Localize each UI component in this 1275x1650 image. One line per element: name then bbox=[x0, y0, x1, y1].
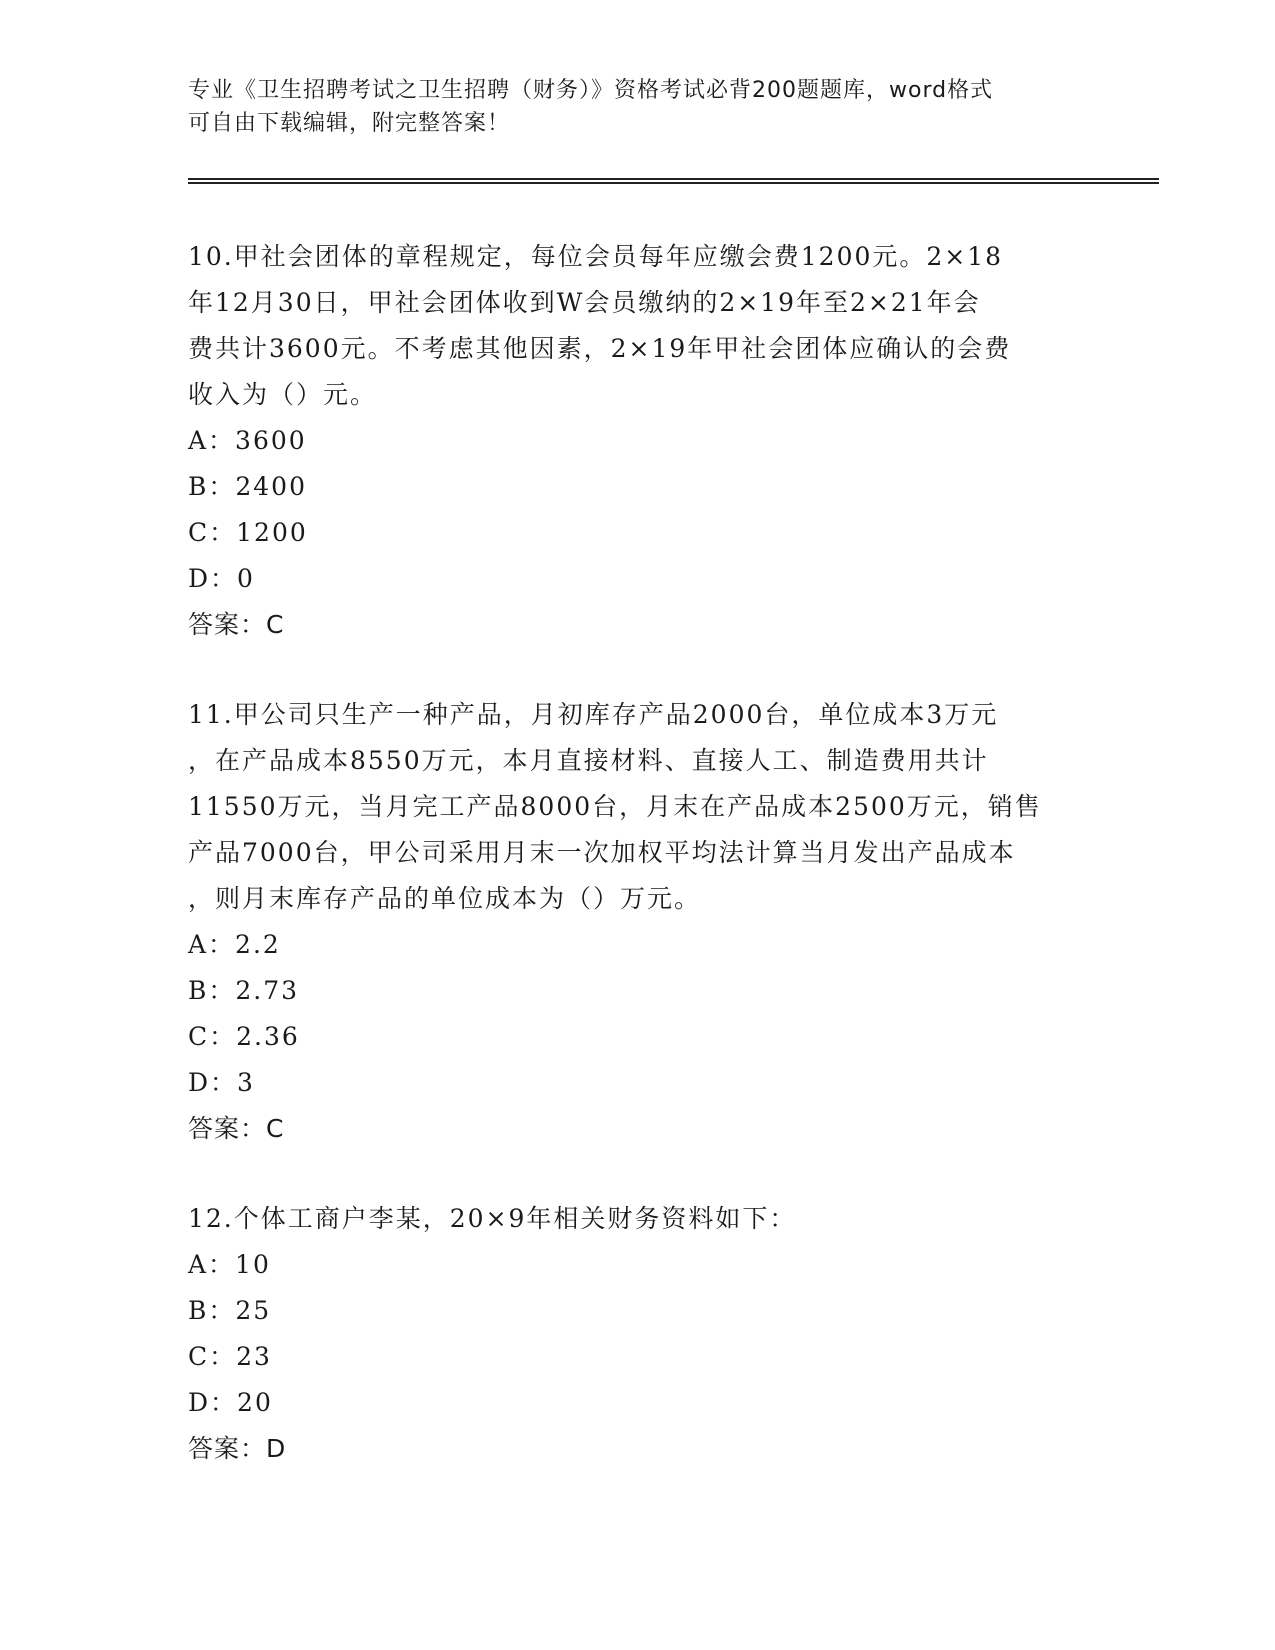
answer-line: 答案：C bbox=[188, 610, 285, 639]
question-stem-line: 产品7000台，甲公司采用月末一次加权平均法计算当月发出产品成本 bbox=[188, 838, 1016, 867]
question-10 bbox=[188, 234, 1078, 648]
question-stem-line: 11550万元，当月完工产品8000台，月末在产品成本2500万元，销售 bbox=[188, 792, 1042, 821]
option-d: D：0 bbox=[188, 564, 255, 593]
header-line-2: 可自由下载编辑，附完整答案！ bbox=[188, 111, 511, 136]
question-stem-line: 10.甲社会团体的章程规定，每位会员每年应缴会费1200元。2×18 bbox=[188, 242, 1004, 271]
question-stem-line: 12.个体工商户李某，20×9年相关财务资料如下： bbox=[188, 1204, 797, 1233]
question-12 bbox=[188, 1196, 1078, 1472]
question-11 bbox=[188, 692, 1078, 1152]
question-stem-line: ，在产品成本8550万元，本月直接材料、直接人工、制造费用共计 bbox=[188, 746, 989, 775]
option-c: C：2.36 bbox=[188, 1022, 300, 1051]
answer-line: 答案：C bbox=[188, 1114, 285, 1143]
document-header bbox=[188, 74, 1088, 140]
answer-line: 答案：D bbox=[188, 1434, 287, 1463]
question-stem-line: 收入为（）元。 bbox=[188, 380, 378, 409]
option-a: A：10 bbox=[188, 1250, 271, 1279]
question-stem-line: 年12月30日，甲社会团体收到W会员缴纳的2×19年至2×21年会 bbox=[188, 288, 981, 317]
question-stem-line: 费共计3600元。不考虑其他因素，2×19年甲社会团体应确认的会费 bbox=[188, 334, 1012, 363]
option-b: B：2.73 bbox=[188, 976, 300, 1005]
question-stem-line: 11.甲公司只生产一种产品，月初库存产品2000台，单位成本3万元 bbox=[188, 700, 999, 729]
header-line-1: 专业《卫生招聘考试之卫生招聘（财务）》资格考试必背200题题库，word格式 bbox=[188, 78, 994, 103]
option-c: C：23 bbox=[188, 1342, 272, 1371]
option-d: D：3 bbox=[188, 1068, 255, 1097]
option-c: C：1200 bbox=[188, 518, 308, 547]
option-a: A：2.2 bbox=[188, 930, 281, 959]
header-divider bbox=[188, 178, 1159, 184]
option-b: B：2400 bbox=[188, 472, 307, 501]
option-d: D：20 bbox=[188, 1388, 273, 1417]
question-stem-line: ，则月末库存产品的单位成本为（）万元。 bbox=[188, 884, 702, 913]
option-a: A：3600 bbox=[188, 426, 307, 455]
option-b: B：25 bbox=[188, 1296, 272, 1325]
